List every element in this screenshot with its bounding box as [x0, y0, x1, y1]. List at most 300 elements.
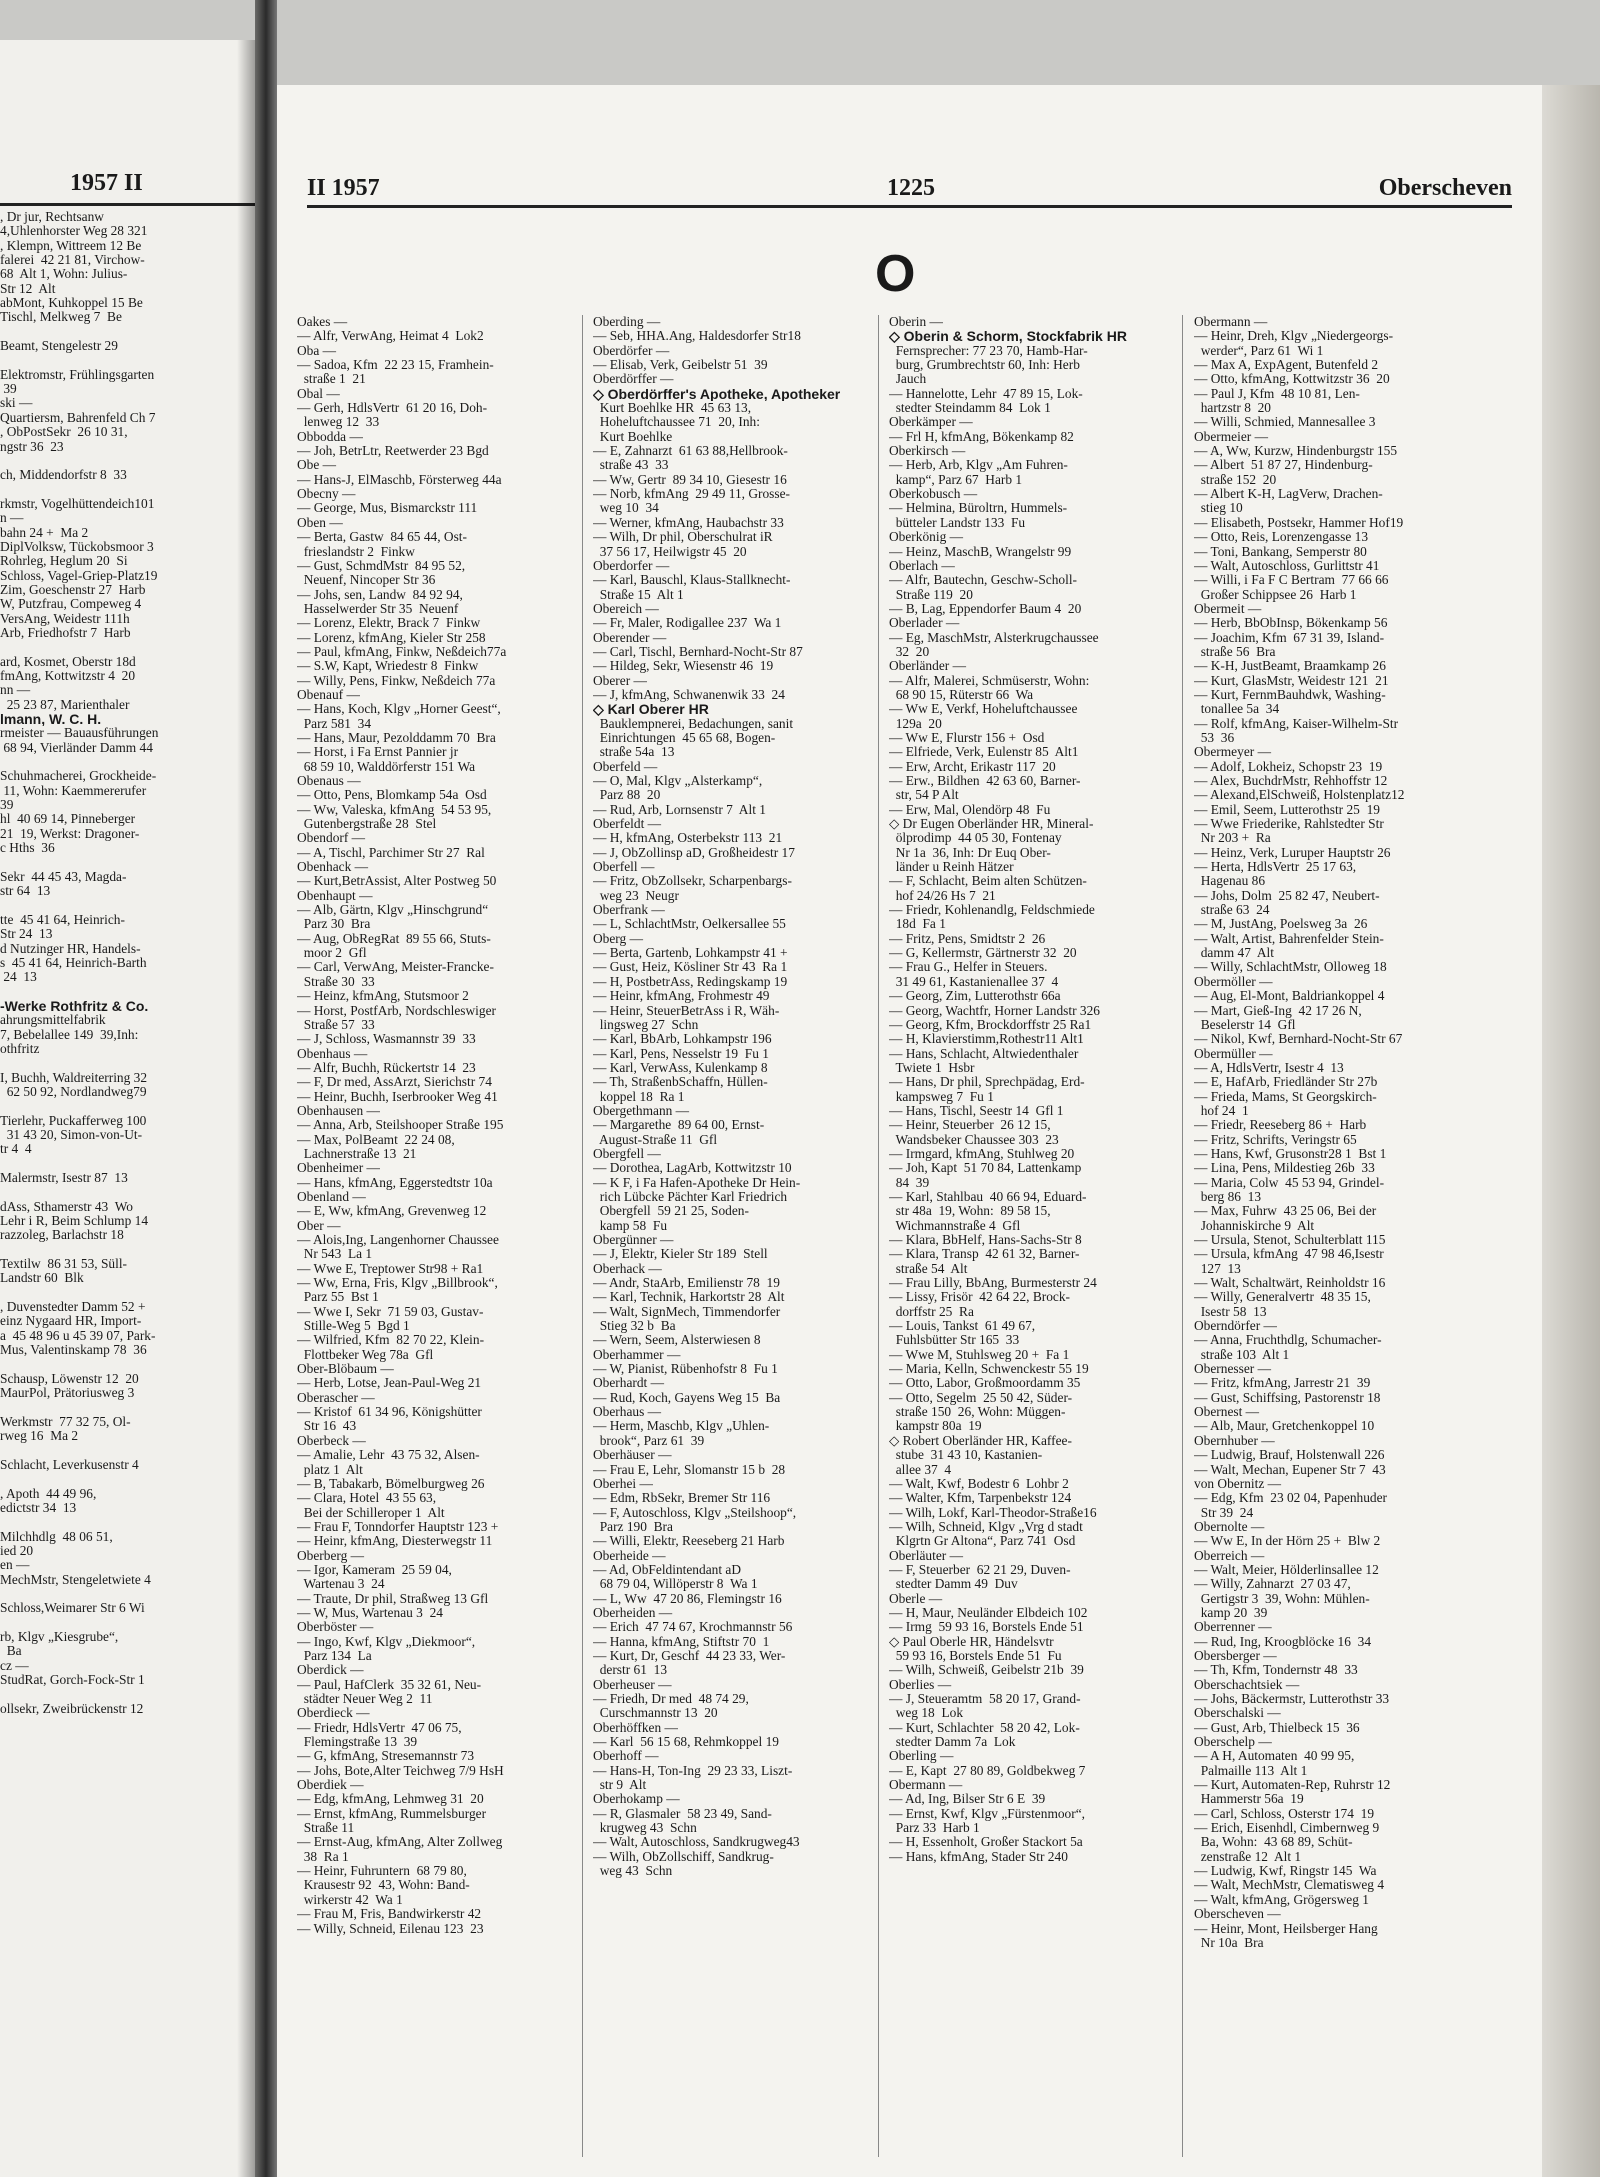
directory-entry-line: — L, Ww 47 20 86, Flemingstr 16 — [593, 1591, 782, 1606]
directory-entry-line — [0, 1444, 245, 1458]
directory-entry-line: — Horst, PostfArb, Nordschleswiger — [297, 1003, 496, 1018]
directory-entry-line: — Heinr, kfmAng, Diesterwegstr 11 — [297, 1534, 493, 1549]
directory-entry-line: — Max, Fuhrw 43 25 06, Bei der — [1194, 1204, 1377, 1219]
directory-entry-line: — E, Zahnarzt 61 63 88,Hellbrook- — [593, 444, 788, 459]
directory-entry-line: — H, Maur, Neuländer Elbdeich 102 — [889, 1605, 1088, 1620]
directory-entry-line: weg 23 Neugr — [593, 888, 679, 903]
directory-entry-line: — O, Mal, Klgv „Alsterkamp“, — [593, 774, 763, 788]
directory-entry-line: Obenhaupt — — [297, 888, 373, 903]
directory-entry-line: a 45 48 96 u 45 39 07, Park- — [0, 1328, 156, 1343]
directory-entry-line: stube 31 43 10, Kastanien- — [889, 1448, 1043, 1463]
directory-entry-line: hartzstr 8 20 — [1194, 401, 1271, 416]
directory-entry-line: — Traute, Dr phil, Straßweg 13 Gfl — [297, 1591, 489, 1606]
directory-entry-line: — Rud, Ing, Kroogblöcke 16 34 — [1194, 1634, 1372, 1649]
directory-entry-line — [0, 755, 245, 769]
directory-entry-line: — Ludwig, Brauf, Holstenwall 226 — [1194, 1448, 1385, 1463]
directory-entry-line: — Rolf, kfmAng, Kaiser-Wilhelm-Str — [1194, 716, 1399, 731]
directory-entry-line: — Alb, Gärtn, Klgv „Hinschgrund“ — [297, 903, 489, 918]
directory-entry-line: — Emil, Seem, Lutterothstr 25 19 — [1194, 802, 1380, 817]
directory-entry-line: Obermüller — — [1194, 1046, 1273, 1061]
directory-entry-line: Straße 30 33 — [297, 974, 375, 989]
directory-entry-line: — Albert 51 87 27, Hindenburg- — [1194, 458, 1373, 473]
directory-entry-line: Obal — — [297, 386, 340, 401]
directory-entry-line: — Heinz, kfmAng, Stutsmoor 2 — [297, 989, 469, 1004]
directory-entry-line: Oberfell — — [593, 860, 655, 875]
directory-entry-line: othfritz — [0, 1041, 40, 1056]
directory-entry-line: Obernolte — — [1194, 1519, 1265, 1534]
directory-entry-line: W, Putzfrau, Compeweg 4 — [0, 597, 142, 612]
directory-entry-line: — Elisab, Verk, Geibelstr 51 39 — [593, 358, 768, 373]
directory-entry-line: — Herta, HdlsVertr 25 17 63, — [1194, 860, 1357, 875]
directory-entry-line: Oberscheven — — [1194, 1907, 1281, 1922]
directory-entry-line: Parz 30 Bra — [297, 917, 371, 932]
directory-entry-line: Kurt Boehlke — [593, 429, 673, 444]
directory-entry-line: — Alfr, Bautechn, Geschw-Scholl- — [889, 573, 1078, 588]
directory-entry-line: kampsweg 7 Fu 1 — [889, 1089, 994, 1104]
directory-entry-line: — Wwe I, Sekr 71 59 03, Gustav- — [297, 1304, 484, 1319]
directory-entry-line: — Georg, Zim, Lutterothstr 66a — [889, 989, 1061, 1004]
directory-entry-line: — Edm, RbSekr, Bremer Str 116 — [593, 1491, 771, 1506]
directory-entry-line: 4,Uhlenhorster Weg 28 321 — [0, 224, 148, 239]
directory-entry-line: 21 19, Werkst: Dragoner- — [0, 826, 140, 841]
directory-entry-line: 127 13 — [1194, 1261, 1241, 1276]
directory-entry-line: ◇ Robert Oberländer HR, Kaffee- — [889, 1433, 1072, 1448]
directory-entry-line: Oberdieck — — [297, 1706, 370, 1721]
directory-entry-line: — Frau Lilly, BbAng, Burmesterstr 24 — [889, 1276, 1097, 1291]
directory-entry-line: en — — [0, 1558, 30, 1573]
right-page — [277, 85, 1542, 2177]
directory-entry-line: — A H, Automaten 40 99 95, — [1194, 1749, 1355, 1764]
directory-entry-line: — Erw, Archt, Erikastr 117 20 — [889, 759, 1056, 774]
directory-entry-line: — Berta, Gastw 84 65 44, Ost- — [297, 530, 467, 545]
directory-entry-line: — Karl, BbArb, Lohkampstr 196 — [593, 1032, 772, 1047]
directory-entry-line: ahrungsmittelfabrik — [0, 1013, 106, 1028]
directory-entry-line: — Fritz, Pens, Smidtstr 2 26 — [889, 931, 1046, 946]
directory-entry-line: — H, Essenholt, Großer Stackort 5a — [889, 1835, 1083, 1850]
directory-entry-line: — Lissy, Frisör 42 64 22, Brock- — [889, 1290, 1071, 1305]
directory-entry-line: — J, Elektr, Kieler Str 189 Stell — [593, 1247, 768, 1262]
directory-entry-line: fmAng, Kottwitzstr 4 20 — [0, 669, 136, 683]
directory-entry-line — [0, 855, 245, 869]
directory-entry-line: — Kurt, Dr, Geschf 44 23 33, Wer- — [593, 1648, 786, 1663]
directory-entry-line: stedter Steindamm 84 Lok 1 — [889, 401, 1051, 416]
directory-entry-line: Oberle — — [889, 1591, 943, 1606]
directory-entry-line: — Paul, HafClerk 35 32 61, Neu- — [297, 1677, 482, 1692]
directory-entry-line: Nr 10a Bra — [1194, 1935, 1264, 1950]
directory-entry-line: — Gerh, HdlsVertr 61 20 16, Doh- — [297, 401, 488, 416]
directory-entry-line: — Alfr, Buchh, Rückertstr 14 23 — [297, 1060, 476, 1075]
directory-entry-line: — Frieda, Mams, St Georgskirch- — [1194, 1089, 1377, 1104]
directory-entry-line: — Werner, kfmAng, Haubachstr 33 — [593, 515, 784, 530]
directory-entry-line: — Herb, Arb, Klgv „Am Fuhren- — [889, 458, 1068, 473]
directory-entry-line: — Johs, sen, Landw 84 92 94, — [297, 587, 463, 602]
directory-entry-line: — H, PostbetrAss, Redingskamp 19 — [593, 974, 788, 989]
directory-entry-line: hof 24/26 Hs 7 21 — [889, 888, 996, 903]
directory-entry-line: Oberrenner — — [1194, 1620, 1272, 1635]
directory-entry-line: städter Neuer Weg 2 11 — [297, 1692, 433, 1706]
directory-entry-line: — Amalie, Lehr 43 75 32, Alsen- — [297, 1448, 480, 1463]
directory-entry-line: Oberbeck — — [297, 1433, 366, 1448]
directory-entry-line: Oberdorfer — — [593, 558, 670, 573]
directory-entry-line: — J, Steueramtm 58 20 17, Grand- — [889, 1692, 1081, 1706]
directory-entry-line: — Kurt, Automaten-Rep, Ruhrstr 12 — [1194, 1778, 1391, 1793]
directory-entry-line: Oberkönig — — [889, 530, 964, 545]
directory-entry-line: , Dr jur, Rechtsanw — [0, 210, 104, 224]
directory-entry-line: — A, HdlsVertr, Isestr 4 13 — [1194, 1060, 1344, 1075]
directory-entry-line: tr 4 4 — [0, 1142, 32, 1157]
directory-entry-line: — Erich 47 74 67, Krochmannstr 56 — [593, 1620, 793, 1635]
directory-entry-line: kamp“, Parz 67 Harb 1 — [889, 472, 1023, 487]
directory-entry-line: — Hans, kfmAng, Eggerstedtstr 10a — [297, 1175, 493, 1190]
directory-entry-line: Stieg 32 b Ba — [593, 1319, 676, 1334]
directory-entry-line: — Gust, Schiffsing, Pastorenstr 18 — [1194, 1390, 1381, 1405]
directory-entry-line: Bauklempnerei, Bedachungen, sanit — [593, 716, 794, 731]
directory-entry-line: ied 20 — [0, 1543, 34, 1558]
directory-entry-line: — Horst, i Fa Ernst Pannier jr — [297, 745, 459, 760]
directory-entry-line: — Irmg 59 93 16, Borstels Ende 51 — [889, 1620, 1084, 1635]
directory-entry-line: 11, Wohn: Kaemmererufer — [0, 783, 147, 798]
directory-entry-line: tte 45 41 64, Heinrich- — [0, 912, 125, 927]
directory-entry-line: Schlacht, Leverkusenstr 4 — [0, 1457, 139, 1472]
directory-entry-line: 68 79 04, Willöperstr 8 Wa 1 — [593, 1577, 758, 1592]
directory-entry-line: — Adolf, Lokheiz, Schopstr 23 19 — [1194, 759, 1383, 774]
directory-entry-line: — H, kfmAng, Osterbekstr 113 21 — [593, 831, 783, 846]
directory-entry-line: Curschmannstr 13 20 — [593, 1706, 718, 1721]
directory-entry-line: — Ingo, Kwf, Klgv „Diekmoor“, — [297, 1634, 476, 1649]
directory-entry-line: — Otto, Segelm 25 50 42, Süder- — [889, 1390, 1073, 1405]
directory-entry-line: str 64 13 — [0, 884, 51, 899]
directory-entry-line — [0, 1243, 245, 1257]
directory-entry-line: Parz 88 20 — [593, 788, 661, 803]
directory-entry-line: — Willy, Schneid, Eilenau 123 23 — [297, 1921, 484, 1936]
directory-entry-line: August-Straße 11 Gfl — [593, 1132, 718, 1147]
directory-entry-line — [0, 1099, 245, 1113]
directory-entry-line: Parz 55 Bst 1 — [297, 1290, 379, 1305]
directory-entry-line: Parz 190 Bra — [593, 1519, 673, 1534]
directory-entry-line: Oberreich — — [1194, 1548, 1265, 1563]
directory-entry-line: Obermeit — — [1194, 601, 1262, 616]
directory-entry-line: — J, ObZollinsp aD, Großheidestr 17 — [593, 845, 795, 860]
directory-entry-line: I, Buchh, Waldreiterring 32 — [0, 1070, 148, 1085]
directory-entry-line: kamp 58 Fu — [593, 1218, 668, 1233]
directory-entry-line: — A, Tischl, Parchimer Str 27 Ral — [297, 845, 485, 860]
directory-entry-line: — Fr, Maler, Rodigallee 237 Wa 1 — [593, 616, 782, 631]
directory-entry-line: weg 18 Lok — [889, 1706, 964, 1721]
directory-entry-line: — Heinz, Verk, Luruper Hauptstr 26 — [1194, 845, 1391, 860]
directory-entry-line: Nr 1a 36, Inh: Dr Euq Ober- — [889, 845, 1051, 860]
directory-entry-line: — Elisabeth, Postsekr, Hammer Hof19 — [1194, 515, 1404, 530]
directory-entry-line: — L, SchlachtMstr, Oelkersallee 55 — [593, 917, 786, 932]
directory-entry-line: — Otto, kfmAng, Kottwitzstr 36 20 — [1194, 372, 1390, 387]
directory-entry-line: — Th, StraßenbSchaffn, Hüllen- — [593, 1075, 768, 1090]
directory-entry-line: Parz 134 La — [297, 1648, 372, 1663]
directory-entry-line: tonallee 5a 34 — [1194, 702, 1280, 717]
directory-entry-line: — Erw., Bildhen 42 63 60, Barner- — [889, 774, 1081, 788]
directory-entry-line: n — — [0, 511, 24, 526]
directory-entry-line: Nr 543 La 1 — [297, 1247, 373, 1262]
directory-entry-line — [0, 1358, 245, 1372]
directory-entry-line: — Kurt, FernmBauhdwk, Washing- — [1194, 687, 1386, 702]
directory-entry-line: Obbodda — — [297, 429, 363, 444]
directory-entry-line: — Hannelotte, Lehr 47 89 15, Lok- — [889, 386, 1083, 401]
directory-entry-line: Obecny — — [297, 487, 356, 502]
directory-entry-line: rich Lübcke Pächter Karl Friedrich — [593, 1189, 788, 1204]
column-divider — [1182, 315, 1183, 2157]
directory-entry-line — [0, 483, 245, 497]
directory-entry-line: Hammerstr 56a 19 — [1194, 1792, 1304, 1807]
directory-entry-line — [0, 1056, 245, 1070]
directory-entry-line: Palmaille 113 Alt 1 — [1194, 1763, 1308, 1778]
directory-column-2 — [593, 315, 868, 2167]
directory-entry-line: Lachnerstraße 13 21 — [297, 1146, 417, 1161]
directory-entry-line: — George, Mus, Bismarckstr 111 — [297, 501, 478, 516]
directory-entry-line: — Hanna, kfmAng, Stiftstr 70 1 — [593, 1634, 770, 1649]
directory-entry-line: — F, Schlacht, Beim alten Schützen- — [889, 874, 1087, 889]
directory-entry-line: 37 56 17, Heilwigstr 45 20 — [593, 544, 747, 559]
directory-entry-line: von Obernitz — — [1194, 1476, 1282, 1491]
directory-entry-line: d Nutzinger HR, Handels- — [0, 941, 141, 956]
directory-entry-line: — Friedr, HdlsVertr 47 06 75, — [297, 1720, 462, 1735]
directory-entry-line: Oberländer — — [889, 659, 966, 674]
directory-entry-line: — E, HafArb, Friedländer Str 27b — [1194, 1075, 1378, 1090]
directory-entry-line: straße 54a 13 — [593, 745, 675, 760]
directory-entry-line: Oberding — — [593, 315, 661, 329]
directory-entry-line: Isestr 58 13 — [1194, 1304, 1267, 1319]
directory-entry-line: — K-H, JustBeamt, Braamkamp 26 — [1194, 659, 1386, 674]
directory-entry-line: ski — — [0, 396, 33, 411]
directory-entry-line: Obergethmann — — [593, 1103, 690, 1118]
directory-entry-line: — Karl, VerwAss, Kulenkamp 8 — [593, 1060, 768, 1075]
directory-entry-line — [0, 454, 245, 468]
directory-entry-line: — Heinr, Steuerber 26 12 15, — [889, 1118, 1051, 1133]
directory-entry-line: Jauch — [889, 372, 927, 387]
directory-entry-line: straße 54 Alt — [889, 1261, 968, 1276]
directory-entry-line: Krausestr 92 43, Wohn: Band- — [297, 1878, 470, 1893]
directory-entry-line: falerei 42 21 81, Virchow- — [0, 253, 145, 268]
column-divider — [582, 315, 583, 2157]
directory-entry-line: — Lorenz, Elektr, Brack 7 Finkw — [297, 616, 481, 631]
directory-entry-line: — G, kfmAng, Stresemannstr 73 — [297, 1749, 475, 1764]
directory-entry-line: — R, Glasmaler 58 23 49, Sand- — [593, 1806, 772, 1821]
directory-entry-line: — Carl, Tischl, Bernhard-Nocht-Str 87 — [593, 644, 803, 659]
directory-entry-line: — Ursula, Stenot, Schulterblatt 115 — [1194, 1233, 1386, 1247]
directory-entry-line: — Aug, ObRegRat 89 55 66, Stuts- — [297, 931, 491, 946]
directory-entry-line: hl 40 69 14, Pinneberger — [0, 812, 136, 827]
directory-entry-line: Oberhoff — — [593, 1749, 659, 1764]
directory-entry-line: — Alexand,ElSchweiß, Holstenplatz12 — [1194, 788, 1405, 803]
directory-entry-line: Neuenf, Nincoper Str 36 — [297, 573, 436, 588]
directory-entry-line: Fernsprecher: 77 23 70, Hamb-Har- — [889, 343, 1088, 358]
page-header — [307, 175, 1512, 208]
directory-entry-line: Oberheiden — — [593, 1605, 673, 1620]
directory-entry-line: Obermeier — — [1194, 429, 1268, 444]
directory-entry-line: — Nikol, Kwf, Bernhard-Nocht-Str 67 — [1194, 1032, 1403, 1047]
directory-entry-line: — Walt, Kwf, Bodestr 6 Lohbr 2 — [889, 1476, 1069, 1491]
directory-entry-line: — Paul J, Kfm 48 10 81, Len- — [1194, 386, 1360, 401]
directory-entry-line: — Gust, SchmdMstr 84 95 52, — [297, 558, 466, 573]
directory-entry-line: lingsweg 27 Schn — [593, 1017, 699, 1032]
directory-entry-line: lmann, W. C. H. — [0, 712, 102, 727]
directory-entry-line: Parz 581 34 — [297, 716, 372, 731]
directory-entry-line: — Hans, Dr phil, Sprechpädag, Erd- — [889, 1075, 1085, 1090]
directory-entry-line: ch, Middendorfstr 8 33 — [0, 468, 127, 483]
directory-entry-line: Lehr i R, Beim Schlump 14 — [0, 1214, 149, 1229]
directory-entry-line: — Wilh, ObZollschiff, Sandkrug- — [593, 1849, 774, 1864]
directory-entry-line: — Albert K-H, LagVerw, Drachen- — [1194, 487, 1383, 502]
directory-entry-line: Oberhardt — — [593, 1376, 665, 1391]
directory-entry-line: — Friedr, Reeseberg 86 + Harb — [1194, 1118, 1367, 1133]
directory-entry-line: — Frau M, Fris, Bandwirkerstr 42 — [297, 1907, 482, 1922]
directory-entry-line: Schuhmacherei, Grockheide- — [0, 769, 157, 784]
directory-entry-line: — Seb, HHA.Ang, Haldesdorfer Str18 — [593, 329, 801, 344]
directory-entry-line: — Hans, Koch, Klgv „Horner Geest“, — [297, 702, 501, 717]
directory-entry-line: Obendorf — — [297, 831, 366, 846]
directory-entry-line: — Johs, Bote,Alter Teichweg 7/9 HsH — [297, 1763, 504, 1778]
directory-entry-line: — Max A, ExpAgent, Butenfeld 2 — [1194, 358, 1379, 373]
directory-entry-line: damm 47 Alt — [1194, 946, 1274, 961]
directory-entry-line: — Edg, kfmAng, Lehmweg 31 20 — [297, 1792, 484, 1807]
directory-entry-line: MechMstr, Stengeletwiete 4 — [0, 1572, 151, 1587]
directory-entry-line: straße 1 21 — [297, 372, 366, 387]
directory-entry-line: — Frau F, Tonndorfer Hauptstr 123 + — [297, 1519, 499, 1534]
directory-entry-line: 53 36 — [1194, 730, 1235, 745]
directory-entry-line: ollsekr, Zweibrückenstr 12 — [0, 1701, 144, 1716]
left-page-header: 1957 II — [70, 170, 143, 196]
directory-entry-line: — Wilh, Schneid, Klgv „Vrg d stadt — [889, 1519, 1083, 1534]
directory-entry-line: Großer Schippsee 26 Harb 1 — [1194, 587, 1357, 602]
directory-entry-line: — Ww, Valeska, kfmAng 54 53 95, — [297, 802, 492, 817]
directory-entry-line: — G, Kellermstr, Gärtnerstr 32 20 — [889, 946, 1077, 961]
directory-entry-line: Obenheimer — — [297, 1161, 380, 1176]
directory-entry-line: ◇ Karl Oberer HR — [593, 702, 709, 717]
directory-entry-line: — B, Lag, Eppendorfer Baum 4 20 — [889, 601, 1082, 616]
directory-entry-line: Obenhack — — [297, 860, 369, 875]
directory-entry-line: VersAng, Weidestr 111h — [0, 611, 130, 626]
directory-entry-line: Oberhöffken — — [593, 1720, 678, 1735]
directory-entry-line: Elektromstr, Frühlingsgarten — [0, 367, 155, 382]
directory-entry-line: 7, Bebelallee 149 39,Inh: — [0, 1027, 139, 1042]
directory-entry-line: Rohrleg, Heglum 20 Si — [0, 554, 128, 569]
directory-entry-line: Wichmannstraße 4 Gfl — [889, 1218, 1021, 1233]
directory-entry-line: derstr 61 13 — [593, 1663, 668, 1678]
directory-entry-line: — W, Pianist, Rübenhofstr 8 Fu 1 — [593, 1362, 778, 1377]
directory-entry-line: werder“, Parz 61 Wi 1 — [1194, 343, 1324, 358]
directory-entry-line: länder u Reinh Hätzer — [889, 860, 1014, 875]
directory-entry-line: Obermöller — — [1194, 974, 1273, 989]
directory-entry-line: Gertigstr 3 39, Wohn: Mühlen- — [1194, 1591, 1370, 1606]
directory-entry-line: — Andr, StaArb, Emilienstr 78 19 — [593, 1276, 780, 1291]
directory-entry-line: 25 23 87, Marienthaler — [0, 697, 130, 712]
directory-entry-line: — Friedr, Kohlenandlg, Feldschmiede — [889, 903, 1095, 918]
directory-entry-line: Obe — — [297, 458, 337, 473]
directory-entry-line: Beamt, Stengelestr 29 — [0, 339, 118, 354]
directory-entry-line: — Alex, BuchdrMstr, Rehhoffstr 12 — [1194, 774, 1388, 788]
directory-entry-line: straße 56 Bra — [1194, 644, 1276, 659]
directory-entry-line: Oberdörfer — — [593, 343, 670, 358]
directory-entry-line: — Walt, Mechan, Eupener Str 7 43 — [1194, 1462, 1386, 1477]
directory-entry-line: — Walt, SignMech, Timmendorfer — [593, 1304, 781, 1319]
directory-entry-line: Obermann — — [1194, 315, 1268, 329]
directory-entry-line: Oberascher — — [297, 1390, 375, 1405]
directory-entry-line: — Anna, Arb, Steilshooper Straße 195 — [297, 1118, 504, 1133]
directory-entry-line: berg 86 13 — [1194, 1189, 1262, 1204]
directory-entry-line: Oberkämper — — [889, 415, 973, 430]
directory-entry-line: Oberkobusch — — [889, 487, 978, 502]
directory-entry-line: Oben — — [297, 515, 343, 530]
directory-entry-line: Oberhei — — [593, 1476, 653, 1491]
directory-entry-line: — E, Ww, kfmAng, Grevenweg 12 — [297, 1204, 487, 1219]
directory-entry-line: — H, Klavierstimm,Rothestr11 Alt1 — [889, 1032, 1084, 1047]
directory-column-3 — [889, 315, 1169, 2167]
directory-column-4 — [1194, 315, 1474, 2167]
directory-entry-line: — Heinr, Buchh, Iserbrooker Weg 41 — [297, 1089, 498, 1104]
directory-entry-line: — Walt, MechMstr, Clematisweg 4 — [1194, 1878, 1385, 1893]
directory-entry-line: — Helmina, Büroltrn, Hummels- — [889, 501, 1068, 516]
directory-entry-line: — Herb, Lotse, Jean-Paul-Weg 21 — [297, 1376, 482, 1391]
directory-entry-line: Ba, Wohn: 43 68 89, Schüt- — [1194, 1835, 1353, 1850]
directory-entry-line: Obereich — — [593, 601, 659, 616]
directory-entry-line: — Walt, Autoschloss, Gurlittstr 41 — [1194, 558, 1380, 573]
directory-entry-line: Oberfrank — — [593, 903, 665, 918]
column-divider — [878, 315, 879, 2157]
directory-entry-line: — E, Kapt 27 80 89, Goldbekweg 7 — [889, 1763, 1086, 1778]
directory-entry-line: Tierlehr, Puckafferweg 100 — [0, 1113, 147, 1128]
directory-entry-line: moor 2 Gfl — [297, 946, 367, 961]
directory-entry-line: Werkmstr 77 32 75, Ol- — [0, 1414, 131, 1429]
directory-entry-line: Obenaus — — [297, 774, 361, 788]
directory-entry-line: 62 50 92, Nordlandweg79 — [0, 1084, 147, 1099]
directory-entry-line: c Hths 36 — [0, 841, 55, 856]
directory-entry-line: krugweg 43 Schn — [593, 1821, 697, 1836]
directory-entry-line: — J, kfmAng, Schwanenwik 33 24 — [593, 687, 785, 702]
directory-entry-line: — Hans, kfmAng, Stader Str 240 — [889, 1849, 1068, 1864]
directory-entry-line: — Erw, Mal, Olendörp 48 Fu — [889, 802, 1051, 817]
directory-entry-line: Einrichtungen 45 65 68, Bogen- — [593, 730, 776, 745]
directory-entry-line: — Alfr, Malerei, Schmüserstr, Wohn: — [889, 673, 1090, 688]
directory-entry-line: s 45 41 64, Heinrich-Barth — [0, 955, 147, 970]
directory-entry-line: razzoleg, Barlachstr 18 — [0, 1228, 124, 1243]
directory-entry-line: Obenland — — [297, 1189, 366, 1204]
directory-entry-line: — Ad, ObFeldintendant aD — [593, 1562, 742, 1577]
directory-entry-line: — Gust, Heiz, Kösliner Str 43 Ra 1 — [593, 960, 788, 975]
directory-entry-line: Wartenau 3 24 — [297, 1577, 385, 1592]
directory-entry-line: ◇ Oberdörffer's Apotheke, Apotheker — [593, 386, 841, 402]
directory-entry-line: — Heinr, Dreh, Klgv „Niedergeorgs- — [1194, 329, 1394, 344]
page-number: 1225 — [887, 175, 935, 201]
directory-entry-line: Obergünner — — [593, 1233, 674, 1247]
directory-entry-line: Schloss, Vagel-Griep-Platz19 — [0, 568, 158, 583]
directory-entry-line: — Irmgard, kfmAng, Stuhlweg 20 — [889, 1146, 1075, 1161]
directory-entry-line: Oberin — — [889, 315, 943, 329]
directory-entry-line: — Willi, Schmied, Mannesallee 3 — [1194, 415, 1376, 430]
directory-entry-line: straße 150 26, Wohn: Müggen- — [889, 1405, 1066, 1420]
directory-entry-line: Obermann — — [889, 1778, 963, 1793]
directory-entry-line: — Paul, kfmAng, Finkw, Neßdeich77a — [297, 644, 507, 659]
section-letter: O — [875, 245, 916, 303]
directory-entry-line: Oberhammer — — [593, 1347, 681, 1362]
directory-entry-line: ngstr 36 23 — [0, 439, 64, 454]
directory-entry-line: Milchhdlg 48 06 51, — [0, 1529, 113, 1544]
directory-entry-line: Flottbeker Weg 78a Gfl — [297, 1347, 434, 1362]
directory-entry-line: — Hans, Schlacht, Altwiedenthaler — [889, 1046, 1079, 1061]
directory-entry-line: brook“, Parz 61 39 — [593, 1433, 705, 1448]
directory-entry-line: Arb, Friedhofstr 7 Harb — [0, 625, 131, 640]
directory-entry-line: — Walt, Meier, Hölderlinsallee 12 — [1194, 1562, 1379, 1577]
directory-entry-line: allee 37 4 — [889, 1462, 952, 1477]
directory-entry-line: — Fritz, kfmAng, Jarrestr 21 39 — [1194, 1376, 1371, 1391]
directory-entry-line: — Walter, Kfm, Tarpenbekstr 124 — [889, 1491, 1072, 1506]
directory-entry-line: — A, Ww, Kurzw, Hindenburgstr 155 — [1194, 444, 1398, 459]
